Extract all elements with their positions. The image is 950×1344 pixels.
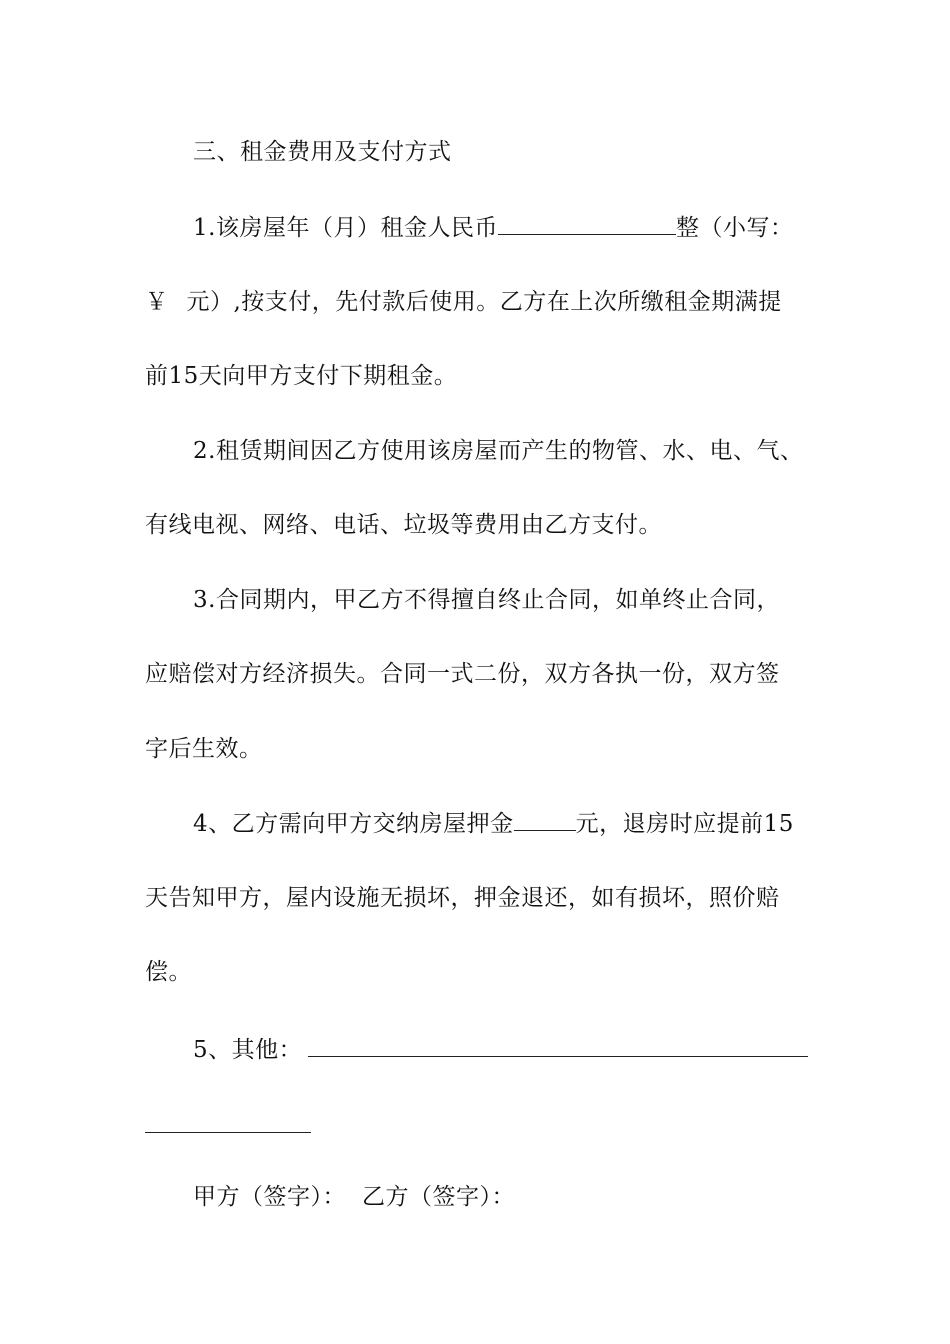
deposit-clause-line-1 bbox=[193, 808, 863, 839]
deposit-amount-blank bbox=[514, 808, 576, 831]
other-blank bbox=[308, 1034, 808, 1057]
fees-clause-line-1: 2.租赁期间因乙方使用该房屋而产生的物管、水、电、气、 bbox=[193, 438, 804, 464]
term-clause-line-3: 字后生效。 bbox=[145, 736, 263, 762]
other-label: 5、其他： bbox=[193, 1037, 303, 1063]
other-blank-continued bbox=[145, 1132, 311, 1133]
term-clause-line-1: 3.合同期内，甲乙方不得擅自终止合同，如单终止合同， bbox=[193, 587, 780, 613]
deposit-clause-line-2: 天告知甲方，屋内设施无损坏，押金退还，如有损坏，照价赔 bbox=[145, 885, 780, 911]
party-b-signature-label: 乙方（签字）： bbox=[362, 1184, 515, 1210]
signature-line bbox=[193, 1182, 863, 1212]
yuan-symbol: ￥ bbox=[145, 289, 169, 315]
rent-clause-line-3: 前15天向甲方支付下期租金。 bbox=[145, 363, 458, 389]
section-heading: 三、租金费用及支付方式 bbox=[193, 139, 452, 165]
fees-clause-line-2: 有线电视、网络、电话、垃圾等费用由乙方支付。 bbox=[145, 512, 662, 538]
rent-clause-text-1a: 1.该房屋年（月）租金人民币 bbox=[193, 215, 498, 241]
rent-clause-text-1b: 整（小写： bbox=[675, 215, 794, 241]
rent-clause-line-1 bbox=[193, 212, 863, 243]
deposit-clause-text-1a: 4、乙方需向甲方交纳房屋押金 bbox=[193, 811, 514, 837]
term-clause-line-2: 应赔偿对方经济损失。合同一式二份，双方各执一份，双方签 bbox=[145, 661, 780, 687]
rent-clause-text-2b: 元）,按支付，先付款后使用。乙方在上次所缴租金期满提 bbox=[186, 289, 782, 315]
party-a-signature-label: 甲方（签字）： bbox=[193, 1184, 346, 1210]
other-clause-line bbox=[193, 1034, 863, 1065]
deposit-clause-line-3: 偿。 bbox=[145, 959, 192, 985]
deposit-clause-text-1b: 元，退房时应提前15 bbox=[575, 811, 794, 837]
rent-clause-line-2 bbox=[145, 287, 815, 317]
rent-amount-blank bbox=[498, 212, 676, 235]
